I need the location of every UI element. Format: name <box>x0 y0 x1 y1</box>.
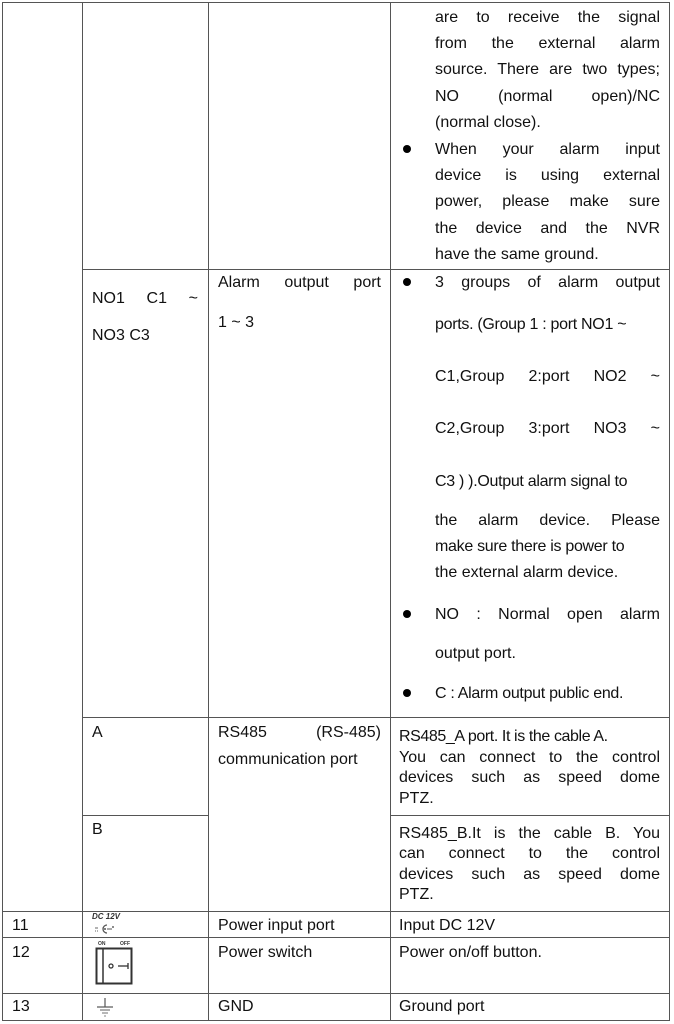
description-line: RS485_A port. It is the cable A. <box>399 728 608 745</box>
ground-icon <box>95 997 115 1017</box>
port-name: GND <box>218 998 254 1015</box>
description: Power on/off button. <box>399 944 542 961</box>
description-line: have the same ground. <box>435 246 599 263</box>
column-divider-2 <box>208 2 209 1020</box>
port-name: Alarm output port <box>218 274 381 291</box>
description-line: C2,Group 3:port NO3 ~ <box>435 420 660 437</box>
column-divider-1 <box>82 2 83 1020</box>
port-label: NO1 C1 ~ <box>92 290 198 307</box>
table-border-bottom <box>2 1020 670 1021</box>
row-number: 11 <box>12 917 29 934</box>
row-divider <box>2 937 670 938</box>
description-line: PTZ. <box>399 790 434 807</box>
description-line: ports. (Group 1 : port NO1 ~ <box>435 316 627 333</box>
column-divider-3 <box>390 2 391 1020</box>
power-switch-icon <box>95 941 135 991</box>
bullet-icon <box>403 610 411 618</box>
port-label: A <box>92 724 103 741</box>
port-name: Power input port <box>218 917 335 934</box>
description-line: devices such as speed dome <box>399 866 660 883</box>
description-line: can connect to the control <box>399 845 660 862</box>
description-line: RS485_B.It is the cable B. You <box>399 825 660 842</box>
description-line: C1,Group 2:port NO2 ~ <box>435 368 660 385</box>
description-line: (normal close). <box>435 114 541 131</box>
table-border-top <box>2 2 670 3</box>
description-line: NO : Normal open alarm <box>435 606 660 623</box>
port-label: B <box>92 821 103 838</box>
description-line: NO (normal open)/NC <box>435 88 660 105</box>
bullet-icon <box>403 278 411 286</box>
switch-off-label: OFF <box>120 941 130 947</box>
description-line: devices such as speed dome <box>399 769 660 786</box>
row-divider <box>82 815 209 816</box>
description-line: device is using external <box>435 167 660 184</box>
dc-power-jack-icon <box>92 912 132 936</box>
row-divider <box>2 993 670 994</box>
table-border-left <box>2 2 3 1020</box>
description-line: power, please make sure <box>435 193 660 210</box>
description: Ground port <box>399 998 485 1015</box>
description-line: C : Alarm output public end. <box>435 685 624 702</box>
description-line: You can connect to the control <box>399 749 660 766</box>
table-border-right <box>669 2 670 1020</box>
row-number: 12 <box>12 944 30 961</box>
port-name: 1 ~ 3 <box>218 314 255 331</box>
description-line: When your alarm input <box>435 141 660 158</box>
description-line: the device and the NVR <box>435 220 660 237</box>
port-label: NO3 C3 <box>92 327 150 344</box>
description-line: from the external alarm <box>435 35 660 52</box>
description: Input DC 12V <box>399 917 496 934</box>
description-line: C3 ) ).Output alarm signal to <box>435 473 628 490</box>
port-name: communication port <box>218 751 358 768</box>
bullet-icon <box>403 145 411 153</box>
description-line: make sure there is power to <box>435 538 625 555</box>
bullet-icon <box>403 689 411 697</box>
row-number: 13 <box>12 998 30 1015</box>
port-name: RS485 (RS-485) <box>218 724 381 741</box>
dc-12v-label: DC 12V <box>92 912 121 921</box>
description-line: the alarm device. Please <box>435 512 660 529</box>
description-line: PTZ. <box>399 886 434 903</box>
row-divider <box>82 269 670 270</box>
switch-on-label: ON <box>98 941 106 947</box>
description-line: source. There are two types; <box>435 61 660 78</box>
description-line: 3 groups of alarm output <box>435 274 660 291</box>
description-line: are to receive the signal <box>435 9 660 26</box>
row-divider <box>390 815 670 816</box>
description-line: output port. <box>435 645 516 662</box>
port-name: Power switch <box>218 944 313 961</box>
row-divider <box>82 717 670 718</box>
description-line: the external alarm device. <box>435 564 619 581</box>
